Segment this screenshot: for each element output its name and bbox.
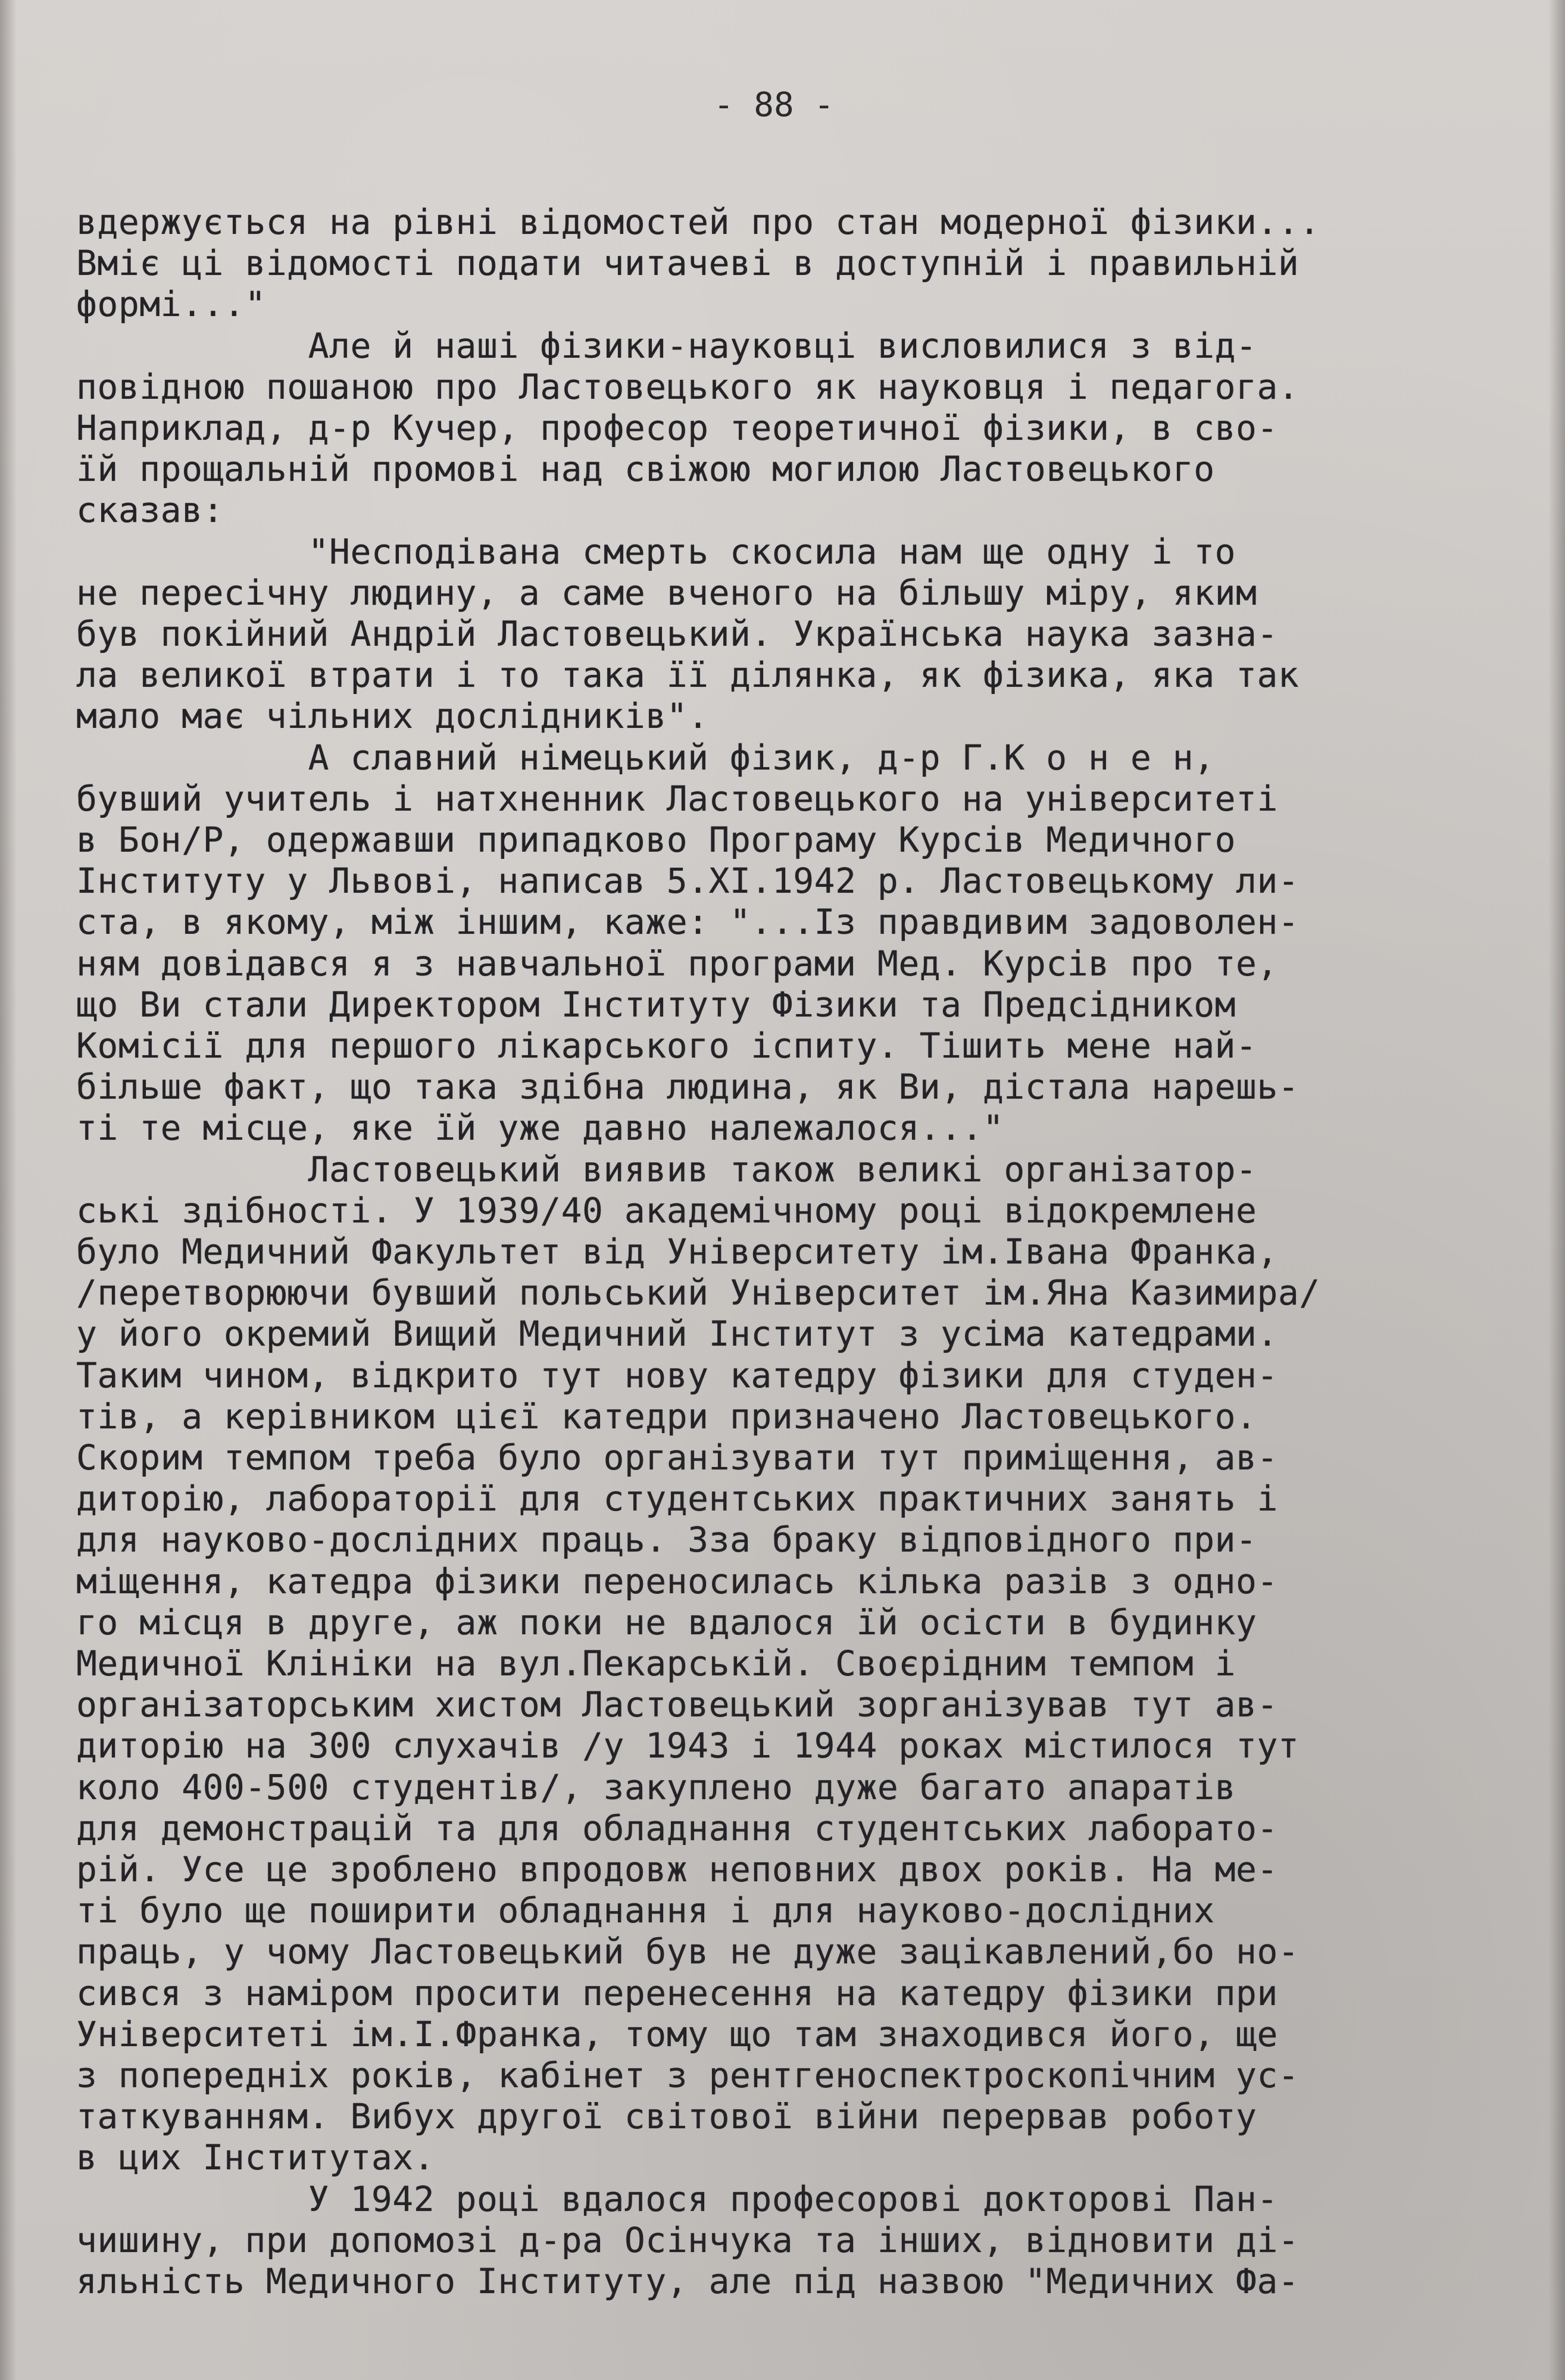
text-line: У 1942 році вдалося професорові докторові Пан- [76,2178,1278,2219]
text-line: Комісії для першого лікарського іспиту. Тішить мене най- [76,1025,1257,1066]
text-line: не пересічну людину, а саме вченого на більшу міру, яким [76,572,1257,613]
text-line: більше факт, що така здібна людина, як Ви, дістала нарешь- [76,1067,1300,1108]
text-line: ті було ще поширити обладнання і для науково-дослідних [76,1890,1215,1931]
text-line: ла великої втрати і то така її ділянка, як фізика, яка так [76,655,1300,696]
text-line: було Медичний Факультет від Університету ім.Івана Франка, [76,1231,1278,1272]
text-line: їй прощальній промові над свіжою могилою Ластовецького [76,449,1215,490]
text-line: сився з наміром просити перенесення на катедру фізики при [76,1972,1278,2013]
text-line: для демонстрацій та для обладнання студентських лаборато- [76,1807,1278,1849]
text-line: диторію, лабораторії для студентських практичних занять і [76,1478,1278,1519]
text-line: в Бон/Р, одержавши припадково Програму Курсів Медичного [76,820,1236,860]
text-line: Ластовецький виявив також великі організатор- [76,1149,1257,1190]
text-line: яльність Медичного Інституту, але під назвою "Медичних Фа- [76,2261,1300,2301]
text-line: міщення, катедра фізики переносилась кілька разів з одно- [76,1560,1278,1602]
text-line: організаторським хистом Ластовецький зорганізував тут ав- [76,1684,1278,1725]
text-line: тів, а керівником цієї катедри призначено Ластовецького. [76,1396,1257,1437]
text-line: ста, в якому, між іншим, каже: "...Із правдивим задоволен- [76,902,1300,943]
text-line: Наприклад, д-р Кучер, професор теоретичної фізики, в сво- [76,408,1278,448]
text-line: ські здібності. У 1939/40 академічному році відокремлене [76,1190,1257,1231]
text-line: Університеті ім.І.Франка, тому що там знаходився його, ще [76,2013,1278,2054]
text-line: "Несподівана смерть скосила нам ще одну і то [76,531,1236,572]
text-line: Таким чином, відкрито тут нову катедру фізики для студен- [76,1355,1278,1396]
text-line: Але й наші фізики-науковці висловилися з від- [76,325,1257,366]
text-line: для науково-дослідних праць. Зза браку відповідного при- [76,1519,1257,1560]
text-line: ням довідався я з навчальної програми Мед. Курсів про те, [76,943,1278,984]
text-line: Скорим темпом треба було організувати тут приміщення, ав- [76,1437,1278,1478]
text-line: мало має чільних дослідників". [76,696,709,737]
text-line: з попередніх років, кабінет з рентгеноспектроскопічним ус- [76,2055,1300,2096]
text-line: формі..." [76,284,266,325]
text-line: в цих Інститутах. [76,2137,435,2178]
text-line: повідною пошаною про Ластовецького як науковця і педагога. [76,366,1300,407]
text-line: Інституту у Львові, написав 5.XI.1942 р. Ластовецькому ли- [76,861,1300,902]
text-line: рій. Усе це зроблено впродовж неповних двох років. На ме- [76,1849,1278,1890]
text-line: що Ви стали Директором Інституту Фізики та Предсідником [76,984,1236,1025]
text-line: бувший учитель і натхненник Ластовецького на університеті [76,778,1278,819]
page-number: - 88 - [713,86,835,124]
page-edge-shadow-right [1548,0,1565,2380]
text-line: коло 400-500 студентів/, закуплено дуже багато апаратів [76,1766,1236,1807]
text-line: ті те місце, яке їй уже давно належалося..." [76,1108,1004,1149]
text-line: сказав: [76,490,224,531]
text-line: Вміє ці відомості подати читачеві в доступній і правильній [76,243,1300,284]
text-line: го місця в друге, аж поки не вдалося їй осісти в будинку [76,1602,1257,1643]
text-line: Медичної Клініки на вул.Пекарській. Своєрідним темпом і [76,1643,1236,1684]
text-line: А славний німецький фізик, д-р Г.К о н е н, [76,737,1215,778]
text-line: чишину, при допомозі д-ра Осінчука та інших, відновити ді- [76,2219,1300,2260]
text-line: таткуванням. Вибух другої світової війни перервав роботу [76,2096,1257,2137]
text-line: вдержується на рівні відомостей про стан модерної фізики... [76,202,1320,242]
text-line: у його окремий Вищий Медичний Інститут з усіма катедрами. [76,1313,1278,1355]
text-line: праць, у чому Ластовецький був не дуже зацікавлений,бо но- [76,1931,1300,1972]
page-edge-shadow-left [0,0,17,2380]
text-line: був покійний Андрій Ластовецький. Українська наука зазна- [76,614,1278,654]
text-line: /перетворюючи бувший польський Університет ім.Яна Казимира/ [76,1272,1320,1313]
text-line: диторію на 300 слухачів /у 1943 і 1944 роках містилося тут [76,1725,1300,1766]
